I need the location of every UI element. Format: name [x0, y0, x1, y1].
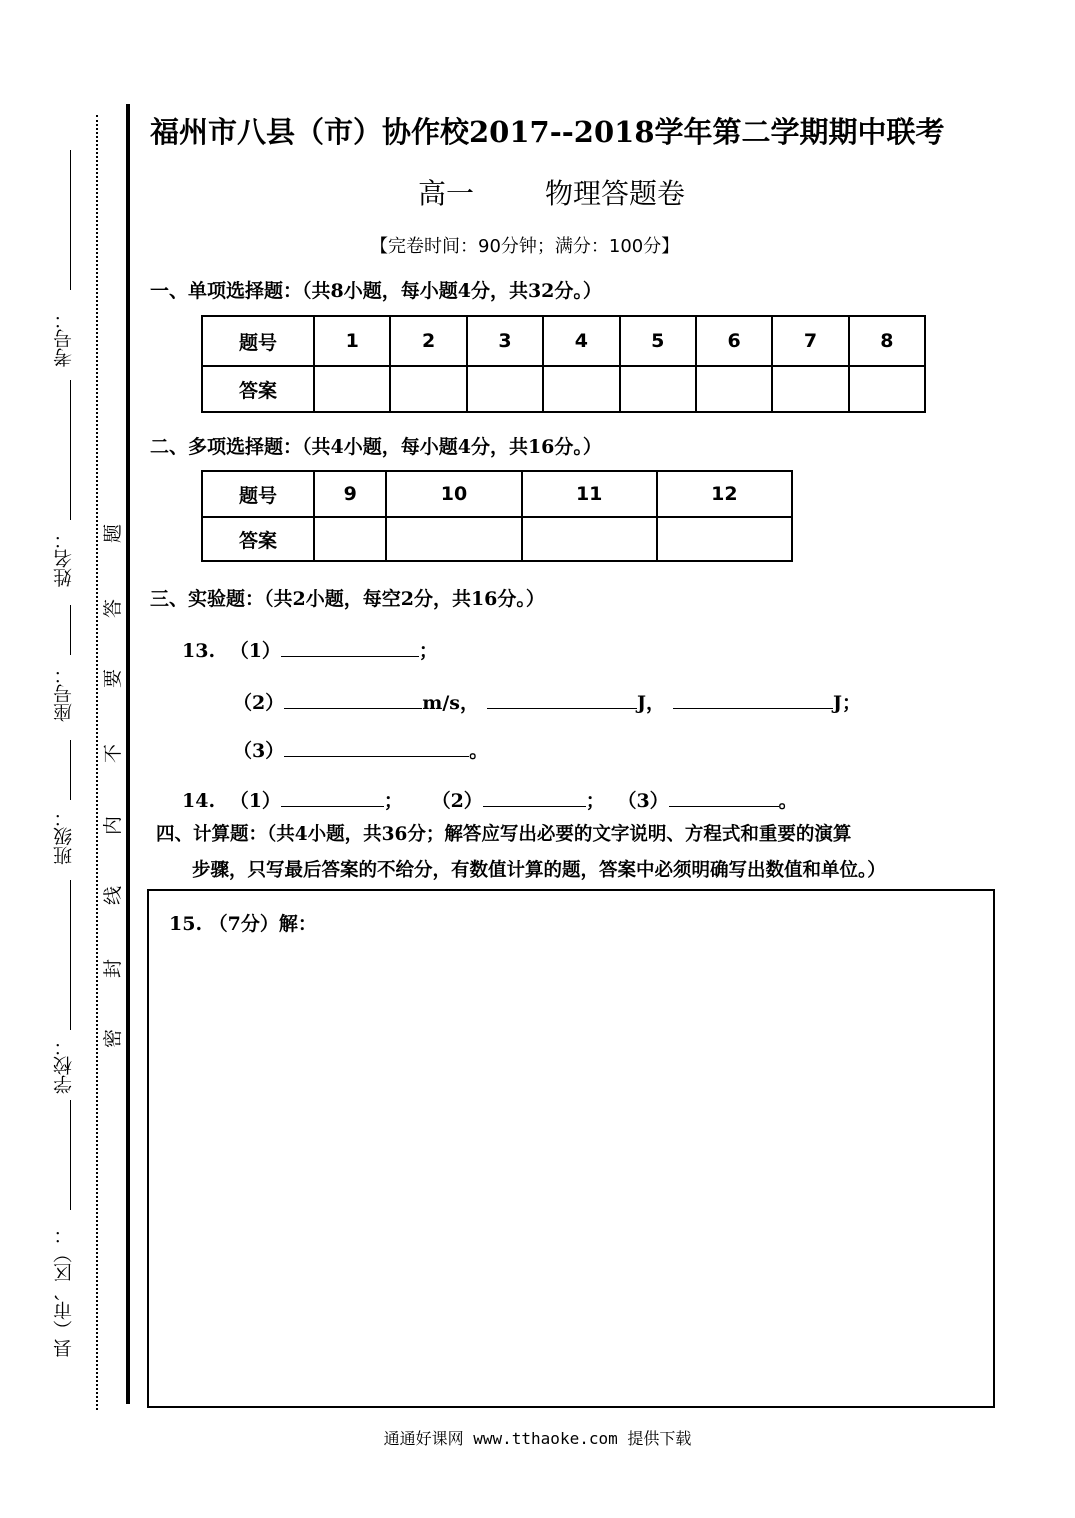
school-label: 学校： — [53, 1037, 75, 1094]
q13-p1-label: （1） — [229, 640, 281, 662]
question-number: 8 — [849, 316, 925, 366]
seal-char: 内 — [102, 815, 125, 836]
q13-p2-unit2: J， — [636, 692, 665, 714]
q13-p1-blank[interactable] — [281, 634, 419, 657]
answer-label: 答案 — [202, 366, 314, 412]
seal-char: 要 — [102, 668, 125, 689]
q14-p3-label: （3） — [617, 790, 669, 812]
county-label: 县（市、区）： — [53, 1225, 75, 1358]
school-line — [70, 880, 71, 1030]
exam-no-line — [70, 150, 71, 290]
answer-cell[interactable] — [543, 366, 619, 412]
q13-p3-blank[interactable] — [284, 734, 469, 757]
q14 — [182, 784, 798, 813]
q14-number: 14. — [182, 790, 216, 812]
question-number: 9 — [314, 471, 386, 517]
margin-divider — [126, 104, 130, 1404]
row-label: 题号 — [202, 471, 314, 517]
q14-p2-label: （2） — [431, 790, 483, 812]
county-line — [70, 1100, 71, 1210]
question-number: 4 — [543, 316, 619, 366]
grade-label: 高一 — [418, 177, 475, 210]
footer-source: 通通好课网 www.tthaoke.com 提供下载 — [383, 1429, 692, 1448]
section1-heading: 一、单项选择题：（共8小题，每小题4分，共32分。） — [150, 280, 602, 302]
q13-p2-blank3[interactable] — [673, 686, 833, 709]
answer-label: 答案 — [202, 517, 314, 561]
q13-part3 — [233, 734, 488, 763]
answer-cell[interactable] — [390, 366, 466, 412]
answer-cell[interactable] — [522, 517, 657, 561]
seal-char: 密 — [102, 1028, 125, 1049]
q13-p1-end: ； — [418, 640, 438, 662]
q13-p2-unit1: m/s， — [422, 692, 479, 714]
answer-cell[interactable] — [386, 517, 521, 561]
question-number: 12 — [657, 471, 792, 517]
q14-end: 。 — [778, 790, 798, 812]
name-line — [70, 380, 71, 520]
answer-cell[interactable] — [657, 517, 792, 561]
section2-heading: 二、多项选择题：（共4小题，每小题4分，共16分。） — [150, 436, 602, 458]
answer-cell[interactable] — [467, 366, 543, 412]
section1-answer-table — [201, 315, 926, 413]
q14-p2-blank[interactable] — [483, 784, 586, 807]
page-title: 福州市八县（市）协作校2017--2018学年第二学期期中联考 — [150, 115, 945, 149]
question-number: 1 — [314, 316, 390, 366]
q13-part1 — [182, 634, 438, 663]
q13-p3-label: （3） — [233, 740, 285, 762]
seal-char: 封 — [102, 958, 125, 979]
seal-char: 答 — [102, 598, 125, 619]
answer-cell[interactable] — [696, 366, 772, 412]
q14-p3-blank[interactable] — [669, 784, 779, 807]
question-number: 3 — [467, 316, 543, 366]
q15-label: 15. （7分）解： — [169, 913, 317, 935]
row-label: 题号 — [202, 316, 314, 366]
q14-sep1: ； — [383, 790, 403, 812]
q13-p2-blank2[interactable] — [487, 686, 637, 709]
seal-char: 不 — [102, 743, 125, 764]
class-label: 班级： — [53, 808, 75, 865]
q13-p2-label: （2） — [233, 692, 285, 714]
time-info: 【完卷时间：90分钟；满分：100分】 — [370, 236, 680, 257]
q15-answer-box[interactable] — [147, 889, 995, 1408]
class-line — [70, 740, 71, 800]
q13-p3-end: 。 — [469, 740, 489, 762]
q13-p2-blank1[interactable] — [284, 686, 422, 709]
question-number: 6 — [696, 316, 772, 366]
seat-line — [70, 605, 71, 655]
question-number: 11 — [522, 471, 657, 517]
seal-char: 题 — [102, 523, 125, 544]
answer-cell[interactable] — [772, 366, 848, 412]
question-number: 10 — [386, 471, 521, 517]
answer-cell[interactable] — [314, 517, 386, 561]
answer-cell[interactable] — [849, 366, 925, 412]
answer-cell[interactable] — [620, 366, 696, 412]
q14-p1-label: （1） — [229, 790, 281, 812]
question-number: 2 — [390, 316, 466, 366]
question-number: 5 — [620, 316, 696, 366]
seal-char: 线 — [102, 885, 125, 906]
exam-no-label: 考号： — [53, 310, 75, 367]
subject-label: 物理答题卷 — [545, 177, 686, 210]
q13-part2 — [233, 686, 861, 715]
section2-answer-table — [201, 470, 793, 562]
q13-p2-unit3: J； — [832, 692, 861, 714]
name-label: 姓名： — [53, 530, 75, 587]
seat-label: 座号： — [53, 665, 75, 722]
section4-heading-line1: 四、计算题：（共4小题，共36分；解答应写出必要的文字说明、方程式和重要的演算 — [156, 824, 852, 845]
question-number: 7 — [772, 316, 848, 366]
answer-cell[interactable] — [314, 366, 390, 412]
q14-p1-blank[interactable] — [281, 784, 384, 807]
section4-heading-line2: 步骤，只写最后答案的不给分，有数值计算的题，答案中必须明确写出数值和单位。） — [192, 860, 886, 881]
q14-sep2: ； — [585, 790, 605, 812]
section3-heading: 三、实验题：（共2小题，每空2分，共16分。） — [150, 588, 545, 610]
q13-number: 13. — [182, 640, 216, 662]
